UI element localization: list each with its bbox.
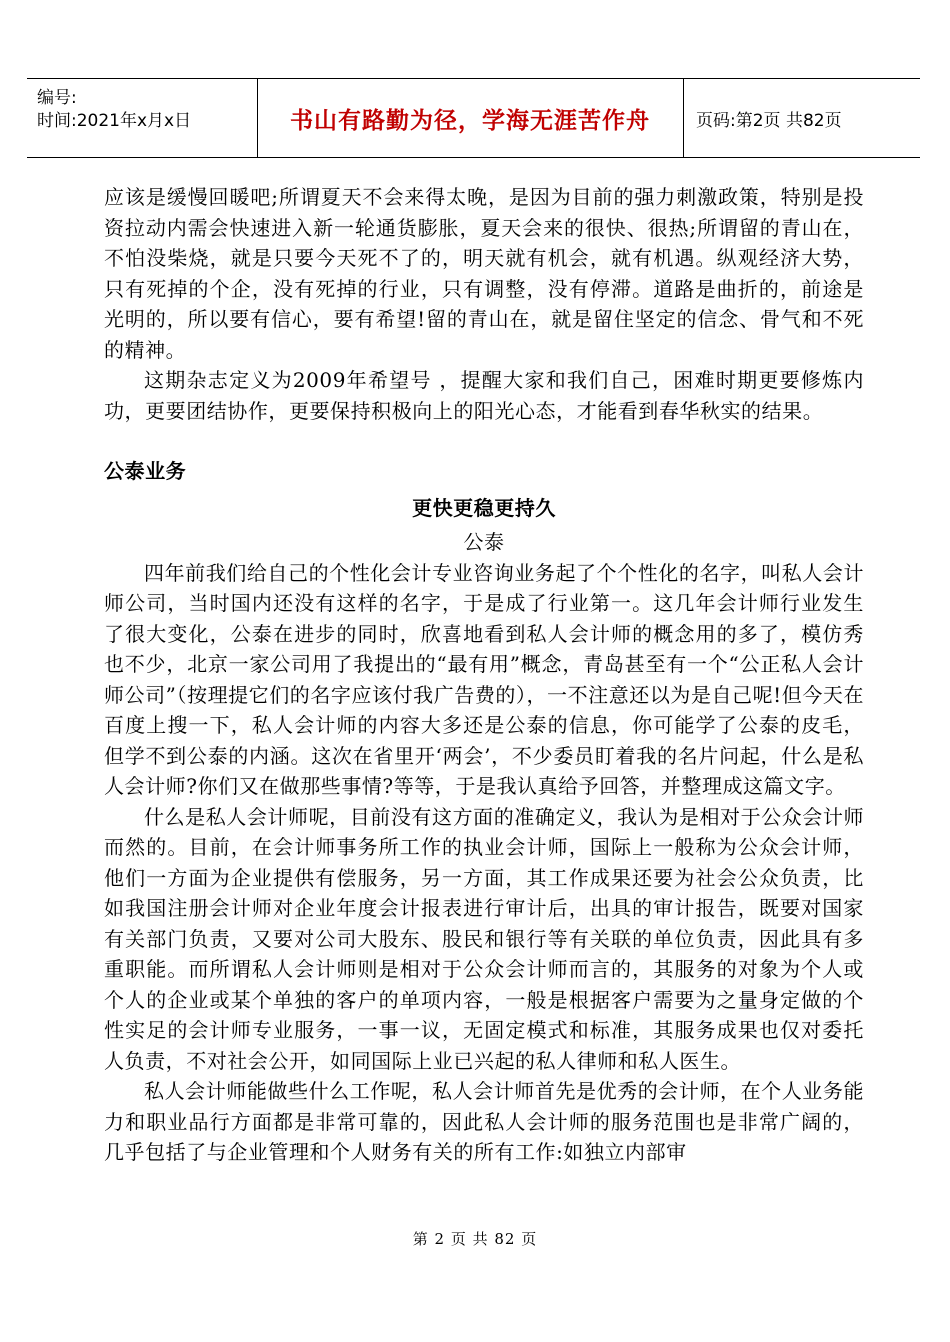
header-motto: 书山有路勤为径，学海无涯苦作舟 [290, 107, 650, 134]
article-author: 公泰 [463, 530, 505, 554]
page-footer: 第 2 页 共 82 页 [412, 1230, 538, 1248]
section-heading: 公泰业务 [104, 459, 187, 483]
paragraph-2: 什么是私人会计师呢，目前没有这方面的准确定义，我认为是相对于公众会计师而然的。目前，在会计师事务所工作的执业会计师，国际上一般称为公众会计师，他们一方面为企业提供有偿服务，另一方面，其工作成果还要为社会公众负责，比如我国注册会计师对企业年度会计报表进行审计后，出具的审计报告，既要对国家有关部门负责，又要对公司大股东、股民和银行等有关联的单位负责，因此具有多重职能。而所谓私人会计师则是相对于公众会计师而言的，其服务的对象为个人或个人的企业或某个单独的客户的单项内容，一般是根据客户需要为之量身定做的个性实足的会计师专业服务，一事一议，无固定模式和标准，其服务成果也仅对委托人负责，不对社会公开，如同国际上业已兴起的私人律师和私人医生。 [104, 804, 864, 1073]
article-title: 更快更稳更持久 [412, 495, 556, 520]
paragraph-3: 私人会计师能做些什么工作呢，私人会计师首先是优秀的会计师，在个人业务能力和职业品行方面都是非常可靠的，因此私人会计师的服务范围也是非常广阔的，几乎包括了与企业管理和个人财务有关的所有工作:如独立内部审 [104, 1079, 864, 1164]
header-motto-cell [257, 79, 684, 157]
header-left-cell [27, 79, 258, 157]
header-page-info: 页码:第2页 共82页 [696, 110, 842, 131]
document-time-label: 时间:2021年x月x日 [37, 111, 192, 131]
paragraph-1: 四年前我们给自己的个性化会计专业咨询业务起了个个性化的名字，叫私人会计师公司，当时国内还没有这样的名字，于是成了行业第一。这几年会计师行业发生了很大变化，公泰在进步的同时，欣喜地看到私人会计师的概念用的多了，模仿秀也不少，北京一家公司用了我提出的“最有用”概念，青岛甚至有一个“公正私人会计师公司”（按理提它们的名字应该付我广告费的），一不注意还以为是自己呢!但今天在百度上搜一下，私人会计师的内容大多还是公泰的信息，你可能学了公泰的皮毛，但学不到公泰的内涵。这次在省里开‘两会’，不少委员盯着我的名片问起，什么是私人会计师?你们又在做那些事情?等等，于是我认真给予回答，并整理成这篇文字。 [104, 560, 864, 798]
paragraph-intro: 应该是缓慢回暖吧;所谓夏天不会来得太晚，是因为目前的强力刺激政策，特别是投资拉动内需会快速进入新一轮通货膨胀，夏天会来的很快、很热;所谓留的青山在，不怕没柴烧，就是只要今天死不了的，明天就有机会，就有机遇。纵观经济大势，只有死掉的个企，没有死掉的行业，只有调整，没有停滞。道路是曲折的，前途是光明的，所以要有信心，要有希望!留的青山在，就是留住坚定的信念、骨气和不死的精神。 [104, 185, 864, 362]
paragraph-hope-issue: 这期杂志定义为2009年希望号 ，提醒大家和我们自己，困难时期更要修炼内功，更要团结协作，更要保持积极向上的阳光心态，才能看到春华秋实的结果。 [104, 368, 864, 423]
document-body [104, 182, 864, 1168]
header-page-cell [684, 79, 920, 157]
document-number-label: 编号: [37, 88, 77, 108]
page-header [27, 78, 920, 158]
